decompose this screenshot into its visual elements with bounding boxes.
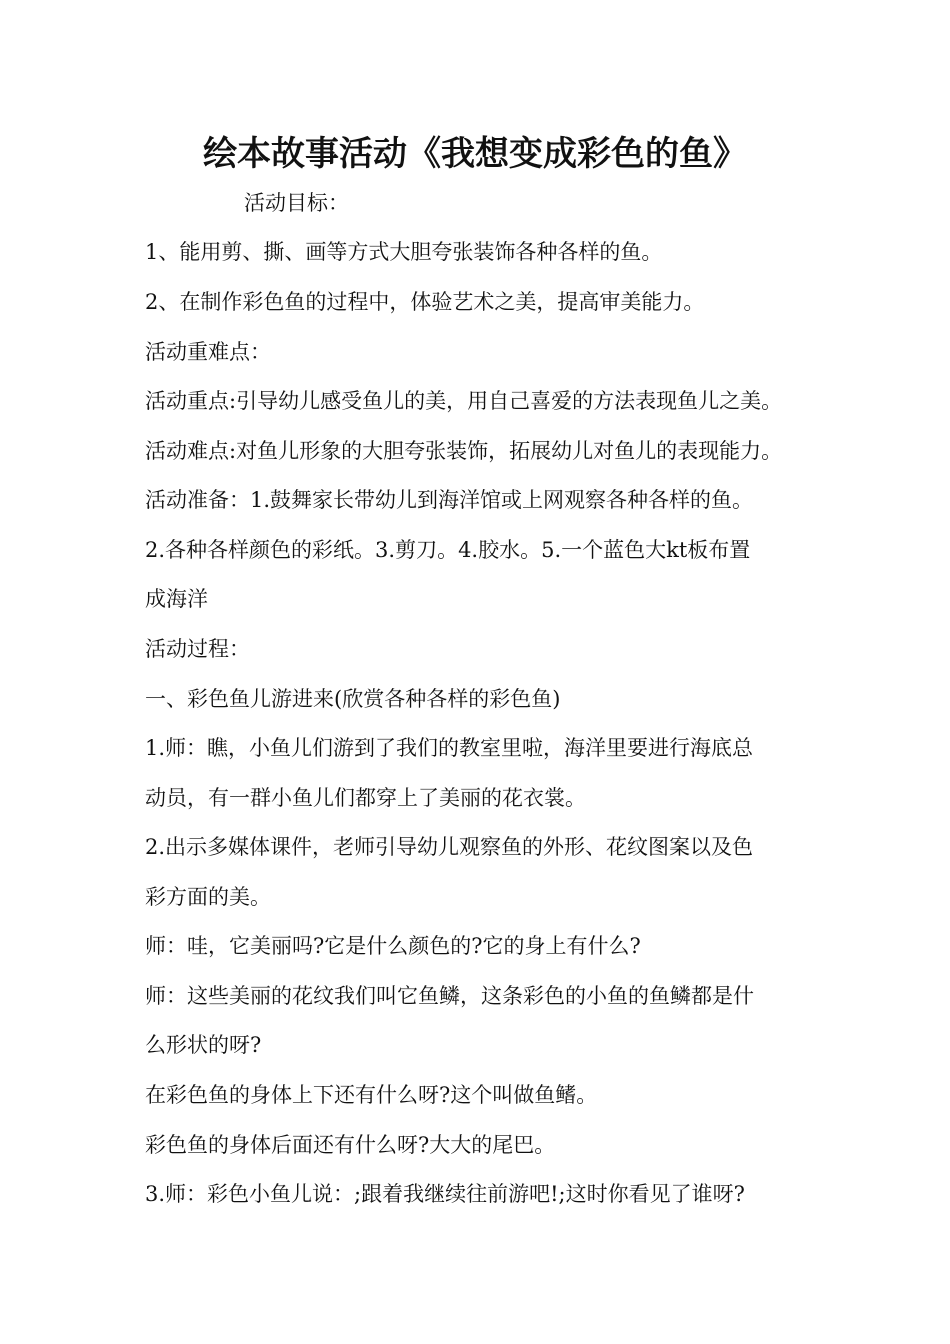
document-title: 绘本故事活动《我想变成彩色的鱼》 [203,134,747,174]
paragraph-line: 活动难点:对鱼儿形象的大胆夸张装饰，拓展幼儿对鱼儿的表现能力。 [145,439,783,463]
paragraph-line: 1、能用剪、撕、画等方式大胆夸张装饰各种各样的鱼。 [145,240,663,264]
paragraph-line: 活动重点:引导幼儿感受鱼儿的美，用自己喜爱的方法表现鱼儿之美。 [145,389,783,413]
section-heading-key-points: 活动重难点： [145,340,271,364]
section-heading-goals: 活动目标： [244,191,349,215]
paragraph-line: 2.出示多媒体课件，老师引导幼儿观察鱼的外形、花纹图案以及色 [145,835,754,859]
paragraph-line: 成海洋 [145,587,208,611]
paragraph-line: 活动准备：1.鼓舞家长带幼儿到海洋馆或上网观察各种各样的鱼。 [145,488,754,512]
paragraph-line: 师：哇，它美丽吗?它是什么颜色的?它的身上有什么? [145,934,641,958]
paragraph-line: 彩色鱼的身体后面还有什么呀?大大的尾巴。 [145,1133,556,1157]
paragraph-line: 3.师：彩色小鱼儿说：;跟着我继续往前游吧!;这时你看见了谁呀? [145,1182,745,1206]
paragraph-line: 在彩色鱼的身体上下还有什么呀?这个叫做鱼鳍。 [145,1083,598,1107]
paragraph-line: 2.各种各样颜色的彩纸。3.剪刀。4.胶水。5.一个蓝色大kt板布置 [145,538,751,562]
paragraph-line: 动员，有一群小鱼儿们都穿上了美丽的花衣裳。 [145,786,586,810]
paragraph-line: 1.师：瞧，小鱼儿们游到了我们的教室里啦，海洋里要进行海底总 [145,736,754,760]
paragraph-line: 一、彩色鱼儿游进来(欣赏各种各样的彩色鱼) [145,687,561,711]
section-heading-process: 活动过程： [145,637,250,661]
paragraph-line: 彩方面的美。 [145,885,271,909]
paragraph-line: 师：这些美丽的花纹我们叫它鱼鳞，这条彩色的小鱼的鱼鳞都是什 [145,984,754,1008]
paragraph-line: 么形状的呀? [145,1033,262,1057]
paragraph-line: 2、在制作彩色鱼的过程中，体验艺术之美，提高审美能力。 [145,290,705,314]
